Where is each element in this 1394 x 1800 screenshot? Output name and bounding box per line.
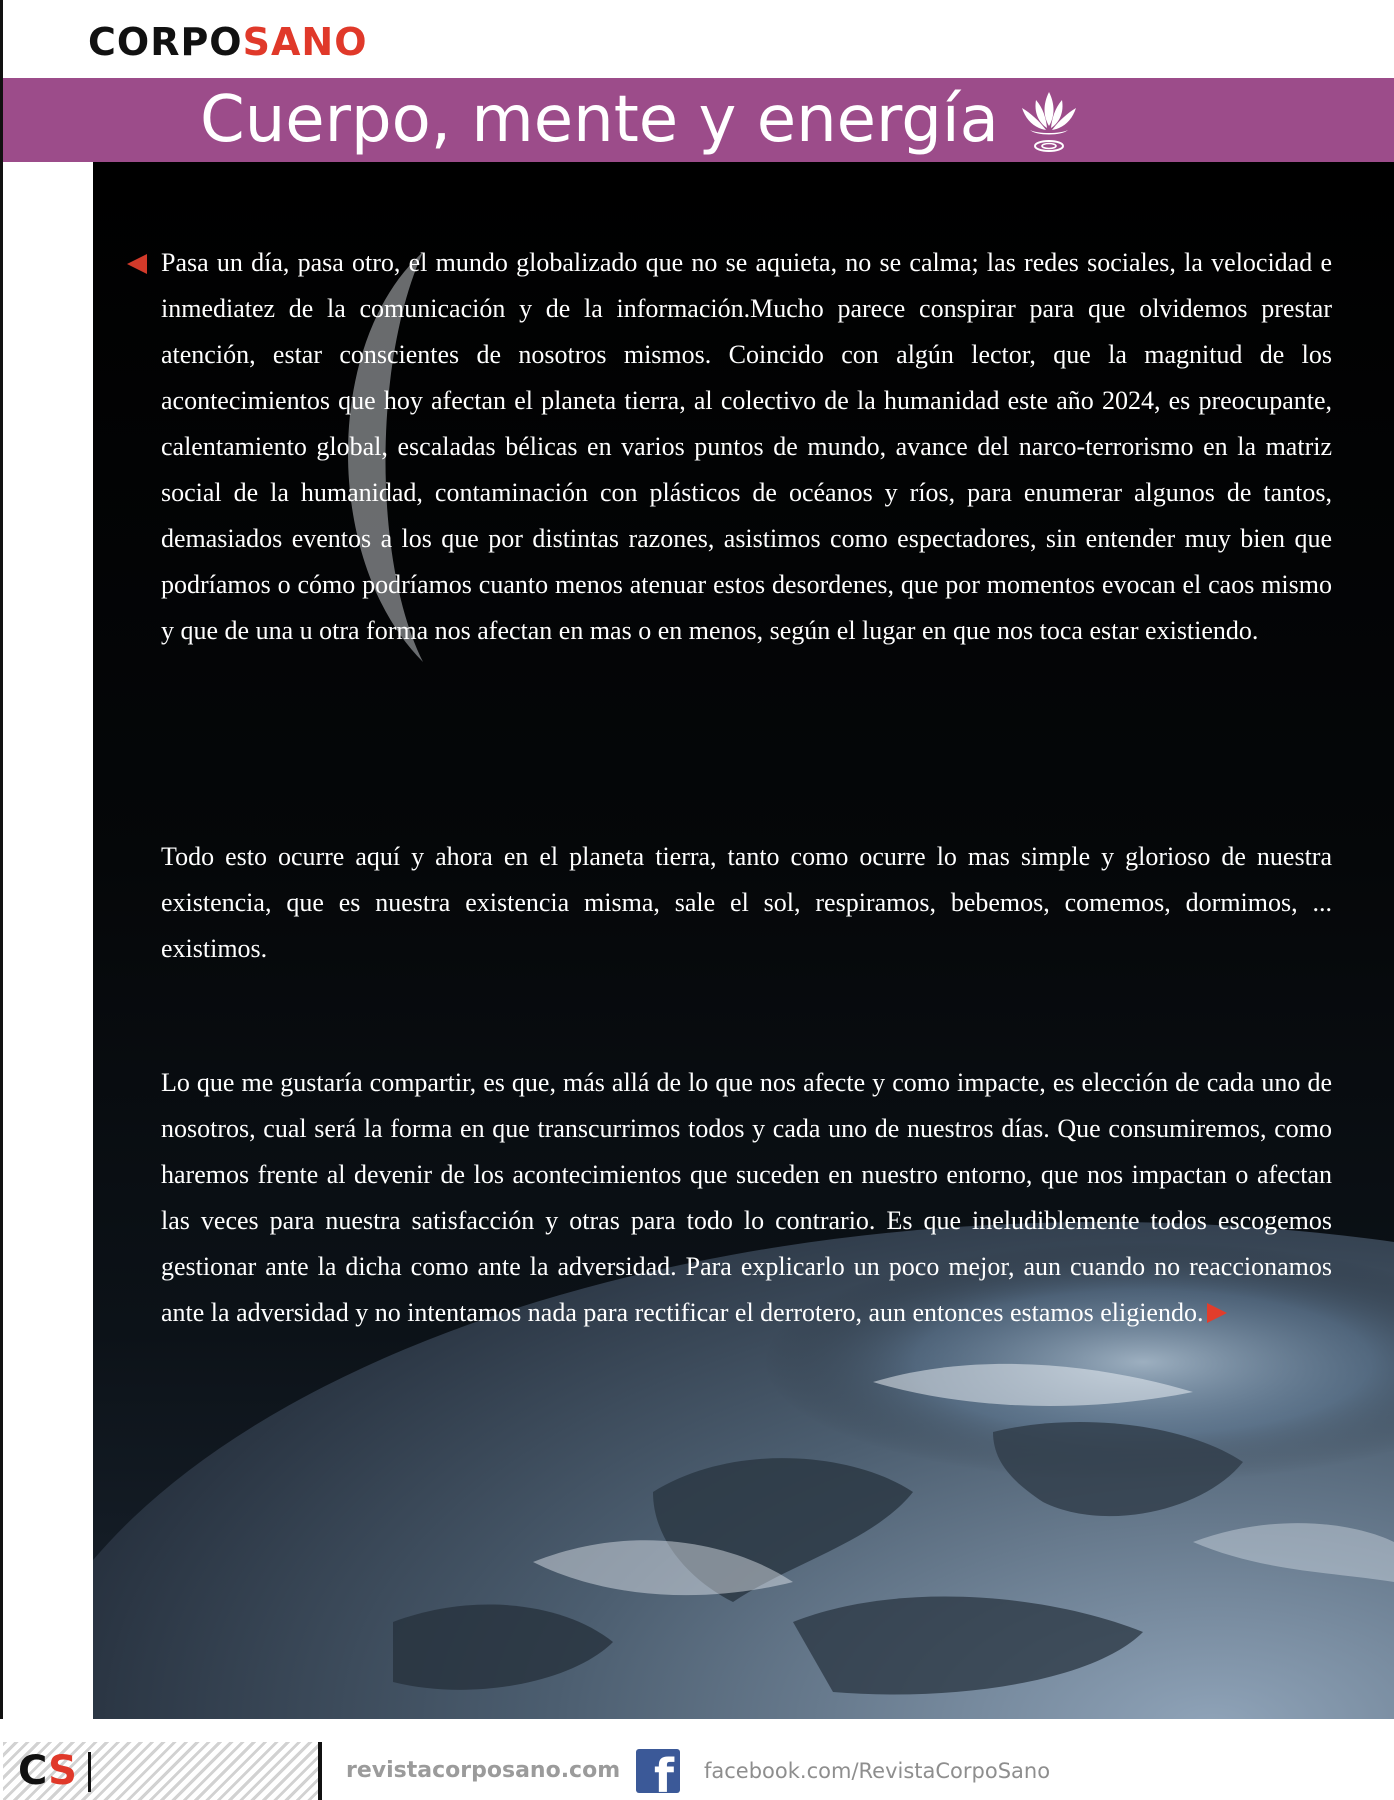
lotus-icon <box>1010 88 1088 158</box>
footer-logo-bar <box>88 1752 91 1792</box>
footer-logo-c: C <box>18 1748 49 1794</box>
logo-corpo: CORPO <box>88 20 243 64</box>
article-paragraph-3 <box>161 1060 1332 1336</box>
footer-divider <box>318 1742 322 1800</box>
footer-website-link[interactable]: revistacorposano.com <box>346 1758 621 1783</box>
facebook-glyph: f <box>653 1749 674 1793</box>
footer-facebook-link[interactable]: facebook.com/RevistaCorpoSano <box>704 1759 1051 1783</box>
paragraph-start-arrow-icon <box>127 254 147 274</box>
logo-sano: SANO <box>242 20 368 64</box>
article-paragraph-3-text: Lo que me gustaría compartir, es que, más allá de lo que nos afecte y como impacte, es elección de cada uno de nosotros, cual será la forma en que transcurrimos todos y cada uno de nuestros días. Que consumiremos, como haremos frente al devenir de los acontecimientos que suceden en nuestro entorno, que nos impactan o afectan las veces para nuestra satisfacción y otras para todo lo contrario. Es que ineludiblemente todos escogemos gestionar ante la dicha como ante la adversidad. Para explicarlo un poco mejor, aun cuando no reaccionamos ante la adversidad y no intentamos nada para rectificar el derrotero, aun entonces estamos eligiendo. <box>161 1068 1332 1327</box>
facebook-icon[interactable] <box>636 1749 680 1793</box>
paragraph-end-arrow-icon <box>1207 1303 1227 1323</box>
left-border-rule <box>0 0 3 1800</box>
footer-logo-s: S <box>48 1748 77 1794</box>
footer-cs-logo <box>18 1748 77 1794</box>
article-paragraph-1: Pasa un día, pasa otro, el mundo globalizado que no se aquieta, no se calma; las redes sociales, la velocidad e inmediatez de la comunicación y de la información.Mucho parece conspirar para que olvidemos prestar atención, estar conscientes de nosotros mismos. Coincido con algún lector, que la magnitud de los acontecimientos que hoy afectan el planeta tierra, al colectivo de la humanidad este año 2024, es preocupante, calentamiento global, escaladas bélicas en varios puntos de mundo, avance del narco-terrorismo en la matriz social de la humanidad, contaminación con plásticos de océanos y ríos, para enumerar algunos de tantos, demasiados eventos a los que por distintas razones, asistimos como espectadores, sin entender muy bien que podríamos o cómo podríamos cuanto menos atenuar estos desordenes, que por momentos evocan el caos mismo y que de una u otra forma nos afectan en mas o en menos, según el lugar en que nos toca estar existiendo. <box>161 248 1332 645</box>
section-title: Cuerpo, mente y energía <box>200 83 999 157</box>
article-paragraph-2: Todo esto ocurre aquí y ahora en el planeta tierra, tanto como ocurre lo mas simple y glorioso de nuestra existencia, que es nuestra existencia misma, sale el sol, respiramos, bebemos, comemos, dormimos, ... existimos. <box>161 842 1332 963</box>
article-panel <box>93 162 1394 1719</box>
masthead-logo <box>88 20 368 64</box>
